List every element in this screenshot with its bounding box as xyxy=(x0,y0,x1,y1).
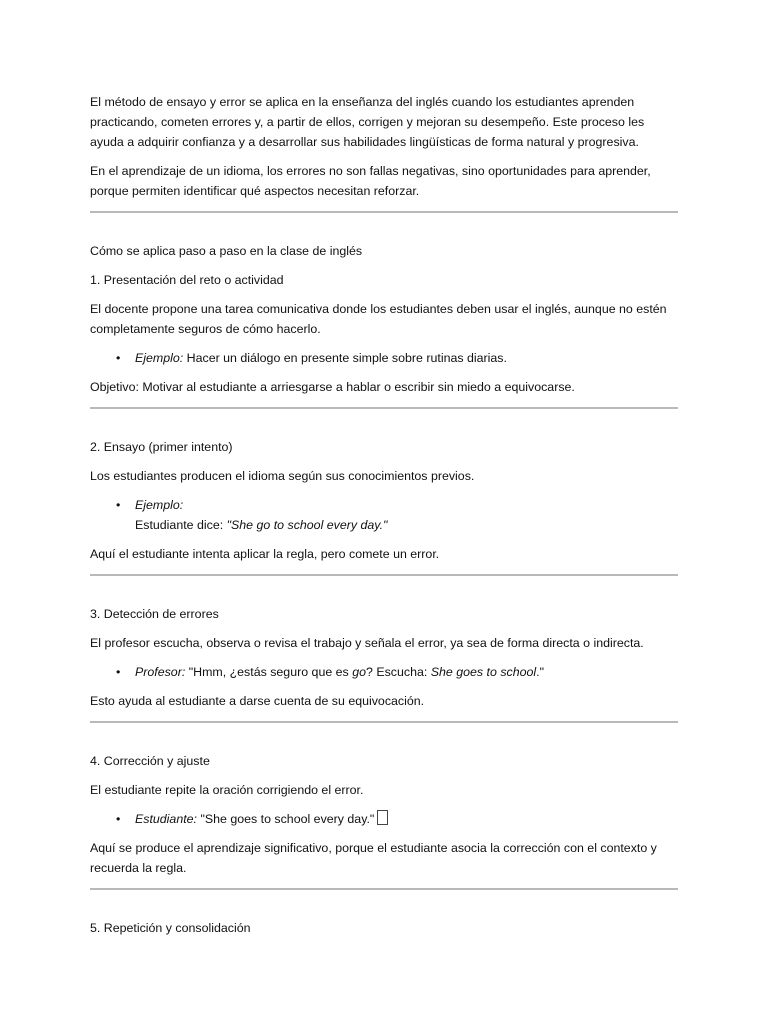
step-2-list xyxy=(90,495,678,535)
step-4-note: Aquí se produce el aprendizaje significativo, porque el estudiante asocia la corrección con el contexto y recuerda la regla. xyxy=(90,841,657,875)
step-2-body: Los estudiantes producen el idioma según sus conocimientos previos. xyxy=(90,469,475,483)
step-2-title: 2. Ensayo (primer intento) xyxy=(90,440,233,454)
step-4-body: El estudiante repite la oración corrigiendo el error. xyxy=(90,783,364,797)
divider xyxy=(90,721,678,723)
intro-paragraph-1: El método de ensayo y error se aplica en la enseñanza del inglés cuando los estudiantes aprenden practicando, cometen errores y, a partir de ellos, corrigen y mejoran su desempeño. Este proceso les ayuda a adquirir confianza y a desarrollar sus habilidades lingüísticas de forma natural y progresiva. xyxy=(90,95,645,149)
step-1-body: El docente propone una tarea comunicativa donde los estudiantes deben usar el inglés, aunque no estén completamente seguros de cómo hacerlo. xyxy=(90,302,667,336)
step-4-title: 4. Corrección y ajuste xyxy=(90,754,210,768)
step-5-title: 5. Repetición y consolidación xyxy=(90,921,251,935)
section-heading: Cómo se aplica paso a paso en la clase de inglés xyxy=(90,244,363,258)
wrong-word: go xyxy=(352,665,366,679)
divider xyxy=(90,211,678,213)
step-3-list xyxy=(90,662,678,682)
bullet-text: "Hmm, ¿estás seguro que es xyxy=(185,665,353,679)
bullet-text: "She goes to school every day." xyxy=(197,812,375,826)
step-3-bullet xyxy=(135,662,678,682)
bullet-text: Hacer un diálogo en presente simple sobre rutinas diarias. xyxy=(183,351,507,365)
correct-phrase: She goes to school xyxy=(430,665,537,679)
bullet-text: ." xyxy=(536,665,544,679)
intro-paragraph-2: En el aprendizaje de un idioma, los errores no son fallas negativas, sino oportunidades para aprender, porque permiten identificar qué aspectos necesitan reforzar. xyxy=(90,164,651,198)
step-1-title: 1. Presentación del reto o actividad xyxy=(90,273,284,287)
step-2-bullet xyxy=(135,495,678,535)
bullet-text: ? Escucha: xyxy=(366,665,431,679)
step-1-list xyxy=(90,348,678,368)
bullet-text: Estudiante dice: xyxy=(135,518,227,532)
divider xyxy=(90,888,678,890)
divider xyxy=(90,407,678,409)
step-4-list xyxy=(90,809,678,829)
bullet-label: Estudiante: xyxy=(135,812,197,826)
step-4-bullet xyxy=(135,809,678,829)
divider xyxy=(90,574,678,576)
step-1-bullet xyxy=(135,348,678,368)
bullet-label: Profesor: xyxy=(135,665,186,679)
missing-glyph-icon xyxy=(377,810,388,825)
step-2-note: Aquí el estudiante intenta aplicar la regla, pero comete un error. xyxy=(90,547,440,561)
bullet-label: Ejemplo: xyxy=(135,498,184,512)
step-1-objective: Objetivo: Motivar al estudiante a arriesgarse a hablar o escribir sin miedo a equivocarse. xyxy=(90,380,575,394)
step-3-body: El profesor escucha, observa o revisa el trabajo y señala el error, ya sea de forma directa o indirecta. xyxy=(90,636,644,650)
example-quote: "She go to school every day." xyxy=(226,518,388,532)
step-3-note: Esto ayuda al estudiante a darse cuenta de su equivocación. xyxy=(90,694,425,708)
step-3-title: 3. Detección de errores xyxy=(90,607,219,621)
bullet-label: Ejemplo: xyxy=(135,351,184,365)
